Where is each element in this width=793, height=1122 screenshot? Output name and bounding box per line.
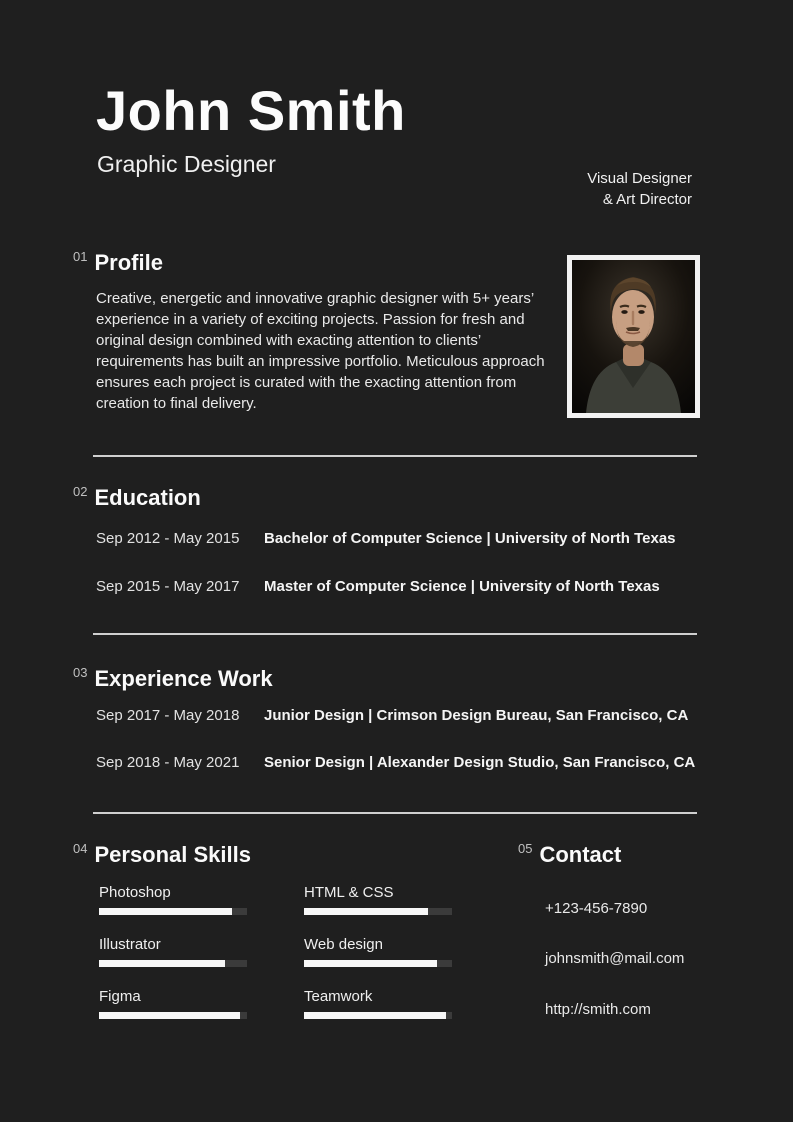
skill-bar-track (99, 1012, 247, 1019)
education-dates: Sep 2012 - May 2015 (96, 530, 240, 547)
section-number: 01 (73, 249, 88, 264)
secondary-title-line1: Visual Designer (587, 170, 692, 187)
skill-bar-fill (99, 960, 225, 967)
experience-role: Senior Design | Alexander Design Studio, San Francisco, CA (264, 754, 696, 771)
education-degree: Bachelor of Computer Science | University of North Texas (264, 530, 676, 547)
experience-section-heading (73, 666, 273, 692)
education-section-heading (73, 485, 201, 511)
secondary-title (587, 168, 692, 210)
skill-bar-fill (99, 1012, 240, 1019)
skill-label: Photoshop (99, 884, 171, 901)
section-number: 05 (518, 841, 533, 856)
skill-bar-fill (304, 1012, 446, 1019)
skill-label: HTML & CSS (304, 884, 394, 901)
section-title: Education (94, 485, 201, 510)
education-degree: Master of Computer Science | University of North Texas (264, 578, 660, 595)
skill-label: Teamwork (304, 988, 373, 1005)
portrait-illustration (572, 260, 695, 413)
skill-item (99, 884, 247, 915)
skill-item (304, 936, 452, 967)
experience-role: Junior Design | Crimson Design Bureau, San Francisco, CA (264, 707, 689, 724)
skill-label: Web design (304, 936, 383, 953)
profile-section-heading (73, 250, 163, 276)
profile-photo (567, 255, 700, 418)
contact-website[interactable]: http://smith.com (545, 1001, 651, 1018)
skill-item (99, 988, 247, 1019)
section-title: Contact (539, 842, 622, 867)
experience-dates: Sep 2018 - May 2021 (96, 754, 240, 771)
experience-dates: Sep 2017 - May 2018 (96, 707, 240, 724)
contact-email[interactable]: johnsmith@mail.com (545, 950, 685, 967)
section-divider (93, 812, 697, 814)
experience-entry (96, 754, 695, 771)
person-name: John Smith (96, 79, 406, 142)
skills-section-heading (73, 842, 251, 868)
secondary-title-line2: & Art Director (602, 191, 692, 208)
education-dates: Sep 2015 - May 2017 (96, 578, 240, 595)
skill-bar-track (304, 1012, 452, 1019)
section-number: 04 (73, 841, 88, 856)
skill-item (99, 936, 247, 967)
skill-bar-track (99, 960, 247, 967)
person-job-title: Graphic Designer (97, 151, 276, 177)
skill-item (304, 884, 452, 915)
section-divider (93, 455, 697, 457)
education-entry (96, 578, 660, 595)
contact-section-heading (518, 842, 621, 868)
section-number: 03 (73, 665, 88, 680)
skill-label: Figma (99, 988, 141, 1005)
skill-label: Illustrator (99, 936, 161, 953)
skill-bar-fill (99, 908, 232, 915)
skill-bar-fill (304, 908, 428, 915)
section-title: Experience Work (94, 666, 273, 691)
section-number: 02 (73, 484, 88, 499)
skill-item (304, 988, 452, 1019)
skill-bar-track (304, 908, 452, 915)
skill-bar-track (304, 960, 452, 967)
section-divider (93, 633, 697, 635)
education-entry (96, 530, 676, 547)
skills-grid (99, 884, 452, 1019)
skill-bar-fill (304, 960, 437, 967)
experience-entry (96, 707, 688, 724)
section-title: Profile (94, 250, 163, 275)
section-title: Personal Skills (94, 842, 251, 867)
contact-phone[interactable]: +123-456-7890 (545, 900, 648, 917)
skill-bar-track (99, 908, 247, 915)
profile-summary-text: Creative, energetic and innovative graphic designer with 5+ years’ experience in a variety of exciting projects. Passion for fresh and original design combined with exacting attention to clients’ requirements has built an impressive portfolio. Meticulous approach ensures each project is curated with the exacting attention from creation to final delivery. (96, 290, 545, 412)
